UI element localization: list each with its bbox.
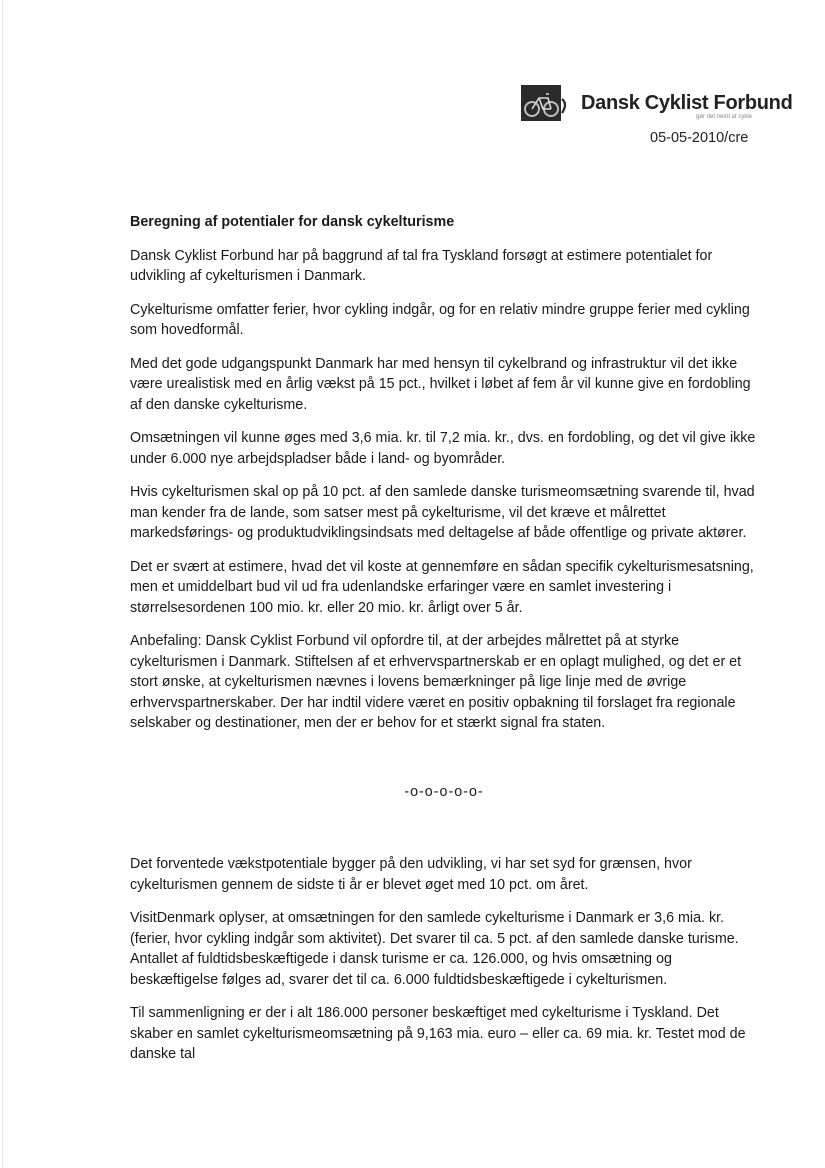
section-separator: -o-o-o-o-o- bbox=[404, 783, 484, 800]
paragraph: Til sammenligning er der i alt 186.000 personer beskæftiget med cykelturisme i Tyskland. Det skaber en samlet cykelturismeomsætning på 9,163 mia. euro – eller ca. 69 mia. kr. Testet mod de danske tal bbox=[130, 1005, 746, 1062]
paragraph: Anbefaling: Dansk Cyklist Forbund vil opfordre til, at der arbejdes målrettet på at styrke cykelturismen i Danmark. Stiftelsen af et erhvervspartnerskab er en oplagt mulighed, og det er et stort ønske, at cykelturismen nævnes i lovens bemærkninger på lige linje med de øvrige erhvervspartnerskaber. Der har indtil videre været en positiv opbakning til forslaget fra regionale selskaber og destinationer, men der er behov for et stærkt signal fra staten. bbox=[130, 633, 742, 731]
paragraph: Med det gode udgangspunkt Danmark har med hensyn til cykelbrand og infrastruktur vil det ikke være urealistisk med en årlig vækst på 15 pct., hvilket i løbet af fem år vil kunne give en fordobling af den danske cykelturisme. bbox=[130, 355, 751, 413]
paragraph: Hvis cykelturismen skal op på 10 pct. af den samlede danske turismeomsætning svarende til, hvad man kender fra de lande, som satser mest på cykelturisme, vil det kræve et målrettet markedsførings- og produktudviklingsindsats med deltagelse af både offentlige og private aktører. bbox=[130, 484, 755, 541]
scan-edge-line bbox=[2, 0, 3, 1168]
paragraph: Omsætningen vil kunne øges med 3,6 mia. kr. til 7,2 mia. kr., dvs. en fordobling, og det vil give ikke under 6.000 nye arbejdspladser både i land- og byområder. bbox=[130, 430, 756, 467]
organization-logo bbox=[521, 85, 793, 125]
document-title: Beregning af potentialer for dansk cykelturisme bbox=[130, 214, 455, 230]
paragraph: Cykelturisme omfatter ferier, hvor cykling indgår, og for en relativ mindre gruppe ferier med cykling som hovedformål. bbox=[130, 301, 750, 338]
paragraph: VisitDenmark oplyser, at omsætningen for den samlede cykelturisme i Danmark er 3,6 mia. kr. (ferier, hvor cykling indgår som aktivitet). Det svarer til ca. 5 pct. af den samlede danske turisme. Antallet af fuldtidsbeskæftigede i dansk turisme er ca. 126.000, og hvis omsætning og beskæftigelse følges ad, svarer det til ca. 6.000 fuldtidsbeskæftigede i cykelturismen. bbox=[130, 910, 739, 988]
organization-name: Dansk Cyklist Forbund bbox=[581, 92, 793, 114]
document-body bbox=[130, 212, 758, 1078]
organization-tagline: gør det nemt at cykle bbox=[696, 114, 753, 120]
document-date: 05-05-2010/cre bbox=[650, 130, 749, 146]
paragraph: Dansk Cyklist Forbund har på baggrund af tal fra Tyskland forsøgt at estimere potentialet for udvikling af cykelturismen i Danmark. bbox=[130, 247, 713, 284]
paragraph: Det er svært at estimere, hvad det vil koste at gennemføre en sådan specifik cykelturismesatsning, men et umiddelbart bud vil ud fra udenlandske erfaringer være en samlet investering i størrelsesordenen 100 mio. kr. eller 20 mio. kr. årligt over 5 år. bbox=[130, 558, 754, 616]
bicycle-logo-icon bbox=[521, 85, 569, 123]
paragraph: Det forventede vækstpotentiale bygger på den udvikling, vi har set syd for grænsen, hvor cykelturismen gennem de sidste ti år er blevet øget med 10 pct. om året. bbox=[130, 856, 692, 893]
